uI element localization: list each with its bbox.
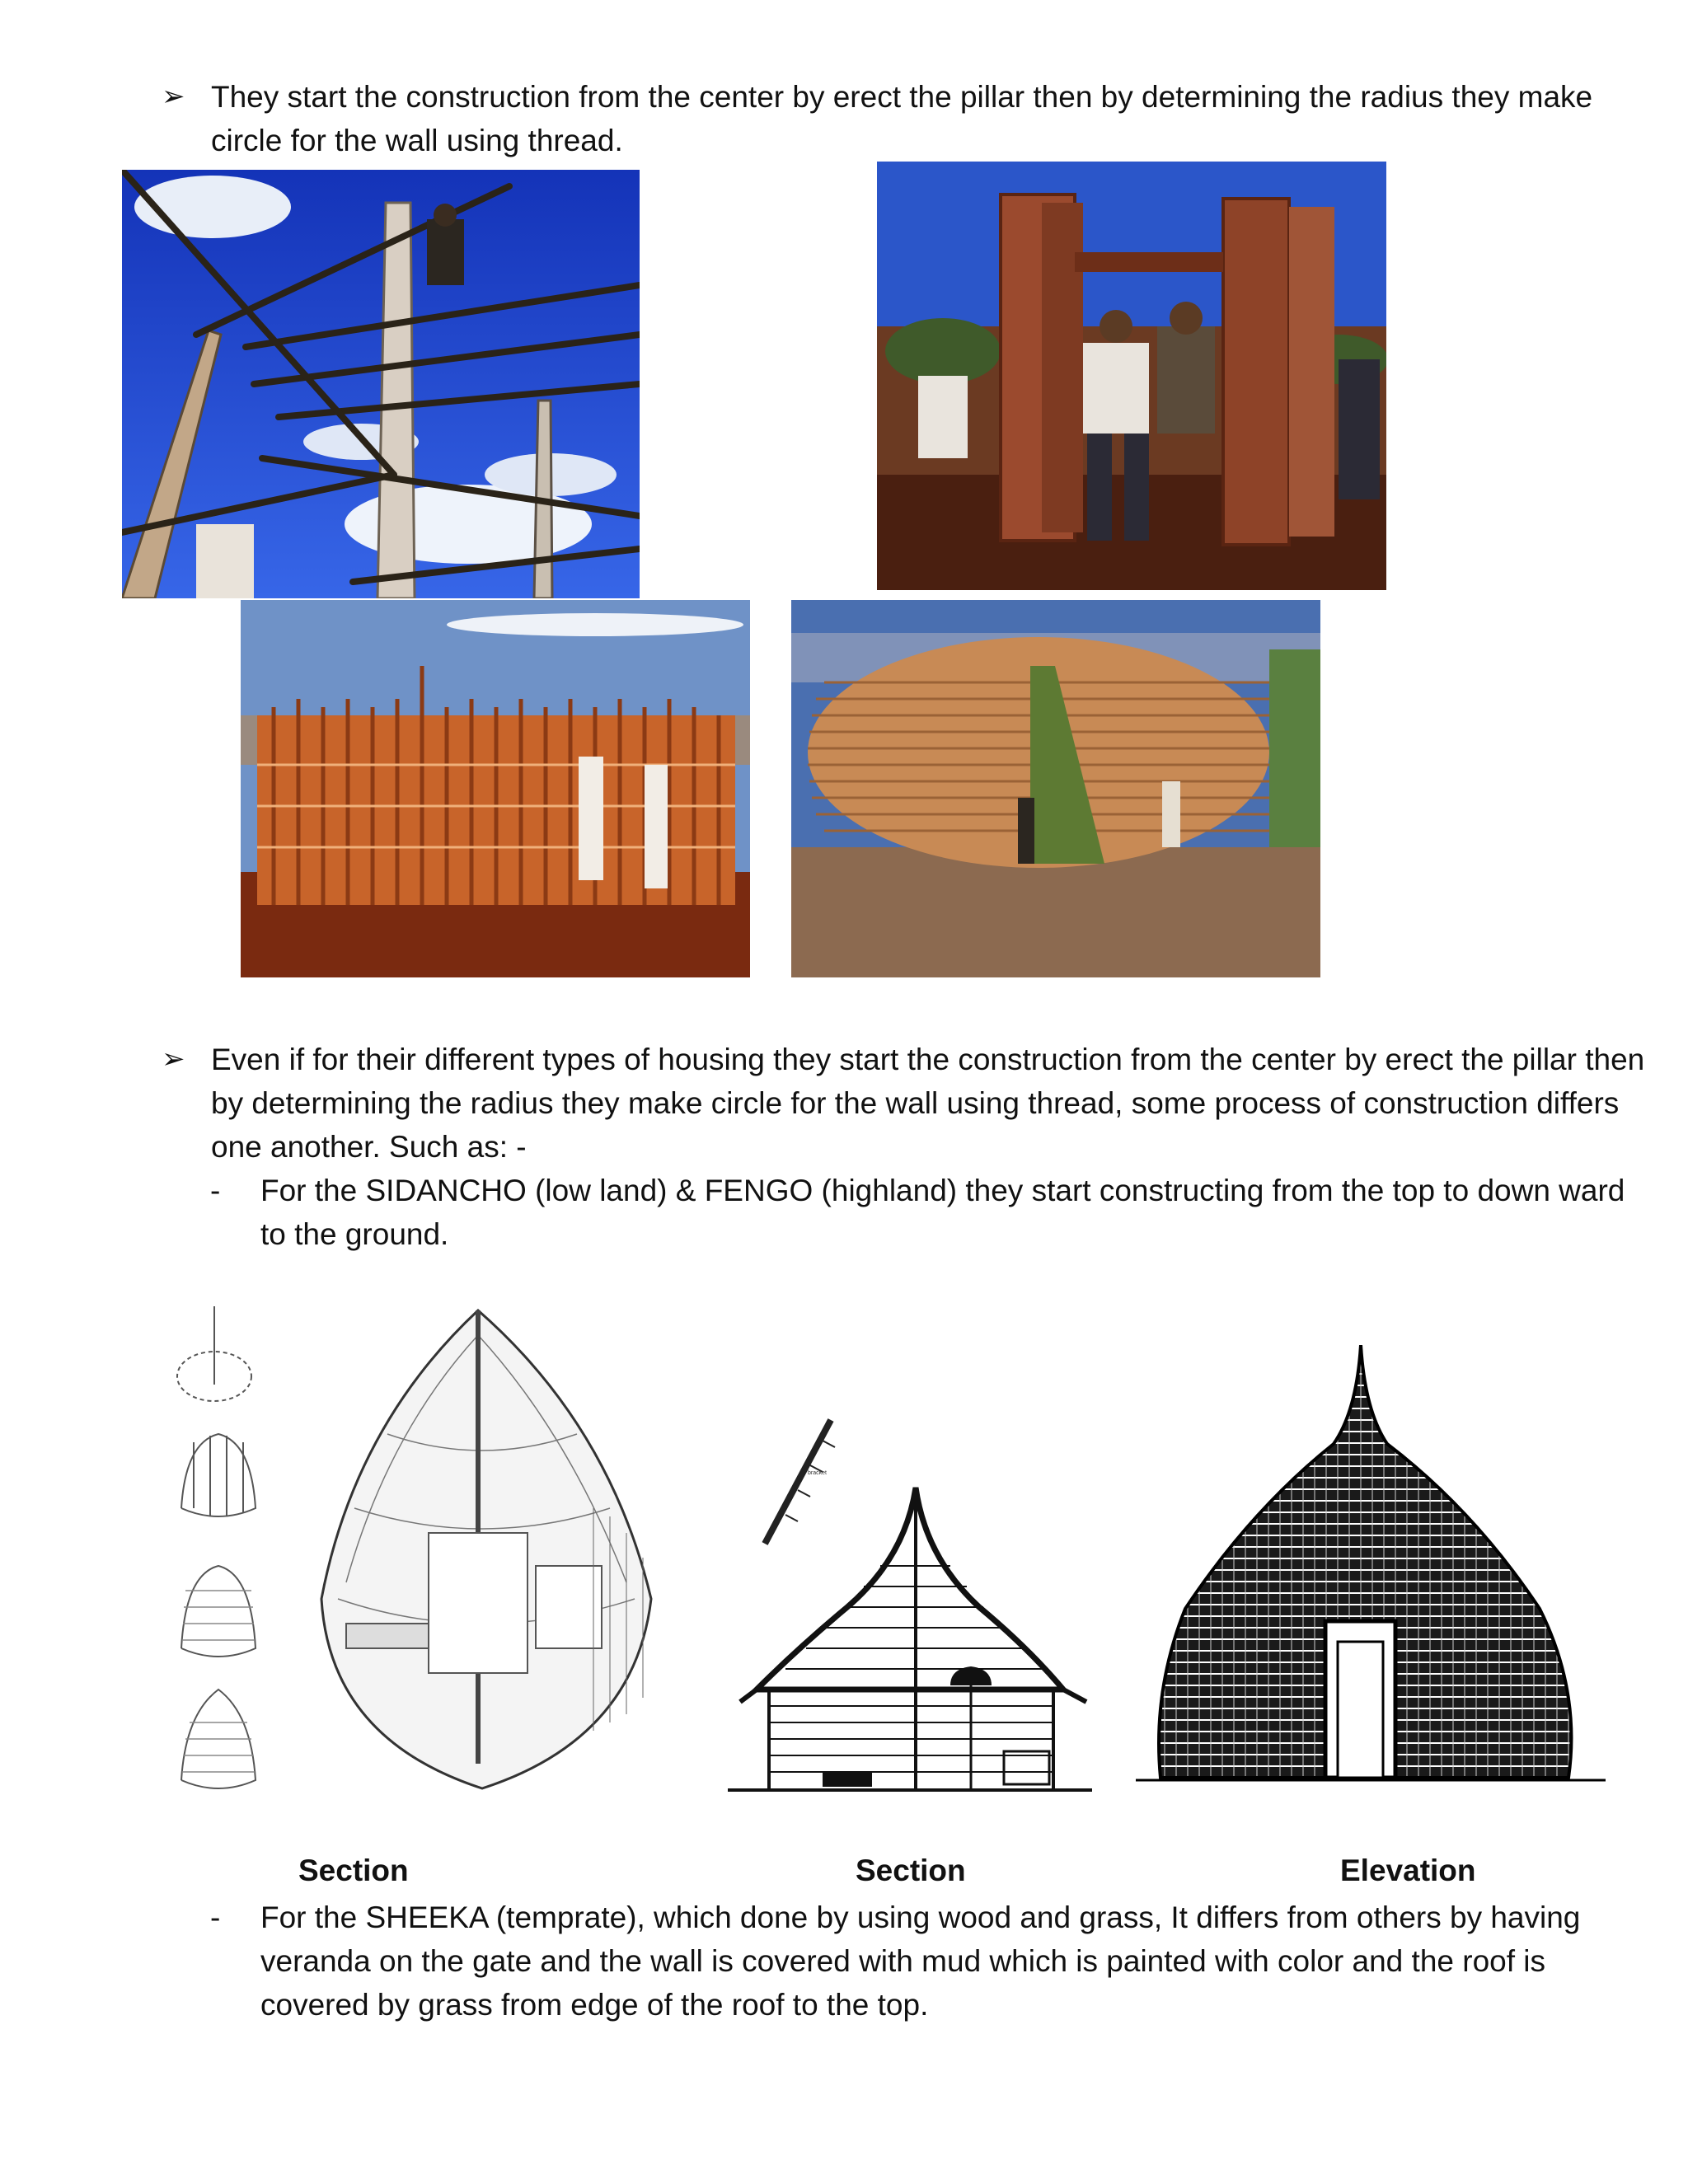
dash-marker: -	[210, 1900, 221, 1934]
list-item-sidancho-fengo: For the SIDANCHO (low land) & FENGO (highland) they start constructing from the top to down ward to the ground.	[260, 1174, 1625, 1251]
paragraph-construction-differences: Even if for their different types of housing they start the construction from the center by erect the pillar then by determining the radius they make circle for the wall using thread, some process of construction differs one another. Such as: -	[211, 1043, 1645, 1164]
bullet-arrow-icon: ➢	[162, 1043, 185, 1075]
dash-marker: -	[210, 1174, 221, 1207]
drawing-elevation	[1136, 1345, 1606, 1788]
photo-raising-gate	[877, 162, 1386, 590]
caption-section-1: Section	[298, 1854, 409, 1887]
bracket-detail-label: bracket	[808, 1470, 827, 1476]
drawing-construction-steps	[169, 1302, 276, 1805]
paragraph-construction-start: They start the construction from the center by erect the pillar then by determining the radius they make circle for the wall using thread.	[211, 80, 1593, 157]
drawing-section-cutaway	[305, 1302, 659, 1797]
photo-woven-wall	[791, 600, 1320, 977]
list-item-sheeka: For the SHEEKA (temprate), which done by using wood and grass, It differs from others by having veranda on the gate and the wall is covered with mud which is painted with color and the roof is covered by grass from edge of the roof to the top.	[260, 1900, 1581, 2022]
caption-elevation: Elevation	[1340, 1854, 1476, 1887]
photo-pillar-scaffold	[122, 170, 640, 598]
caption-section-2: Section	[856, 1854, 966, 1887]
photo-stick-wall-frame	[241, 600, 750, 977]
drawing-section-frame	[724, 1483, 1096, 1797]
bullet-arrow-icon: ➢	[162, 81, 185, 112]
